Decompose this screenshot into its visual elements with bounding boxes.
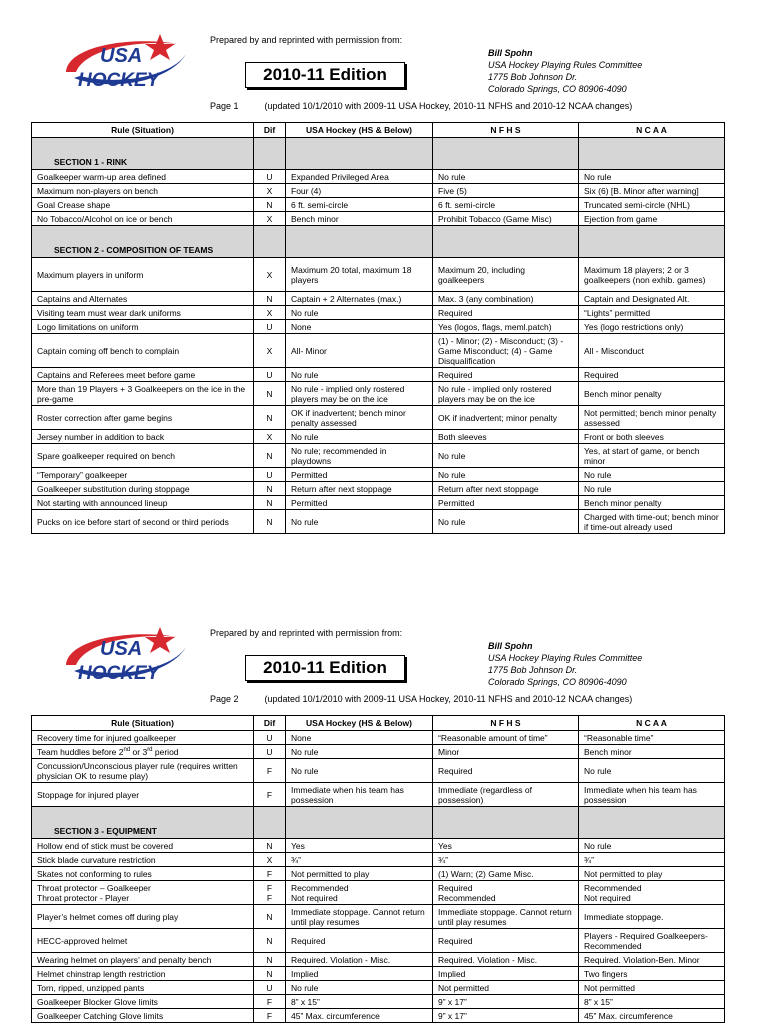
cell-usa: Immediate when his team has possession — [286, 783, 433, 807]
cell-usa: No rule — [286, 510, 433, 534]
section-empty-cell — [254, 138, 286, 170]
document-page-2 — [0, 593, 768, 1024]
cell-rule: Player’s helmet comes off during play — [32, 905, 254, 929]
cell-ncaa: Immediate stoppage. — [579, 905, 725, 929]
contact-street: 1775 Bob Johnson Dr. — [488, 665, 578, 675]
contact-city: Colorado Springs, CO 80906-4090 — [488, 84, 627, 94]
cell-ncaa: Bench minor penalty — [579, 496, 725, 510]
cell-nfhs: Immediate stoppage. Cannot return until play resumes — [433, 905, 579, 929]
logo-star — [145, 34, 175, 60]
table-header-row — [32, 716, 725, 731]
contact-org: USA Hockey Playing Rules Committee — [488, 60, 643, 70]
cell-nfhs: Minor — [433, 745, 579, 759]
cell-ncaa: No rule — [579, 170, 725, 184]
section-title: SECTION 2 - COMPOSITION OF TEAMS — [32, 226, 254, 258]
cell-usa: 8” x 15” — [286, 995, 433, 1009]
col-header-ncaa: N C A A — [579, 123, 725, 138]
page-line — [210, 694, 632, 704]
page-number: Page 1 — [210, 101, 239, 111]
cell-dif: U — [254, 170, 286, 184]
col-header-dif: Dif — [254, 123, 286, 138]
cell-dif: N — [254, 905, 286, 929]
cell-ncaa: Ejection from game — [579, 212, 725, 226]
cell-rule: Visiting team must wear dark uniforms — [32, 306, 254, 320]
cell-nfhs: Required — [433, 759, 579, 783]
cell-rule: Maximum players in uniform — [32, 258, 254, 292]
col-header-usa: USA Hockey (HS & Below) — [286, 123, 433, 138]
cell-dif: F — [254, 759, 286, 783]
table-row — [32, 929, 725, 953]
cell-nfhs: No rule — [433, 170, 579, 184]
usa-hockey-logo — [60, 625, 190, 687]
col-header-nfhs: N F H S — [433, 123, 579, 138]
cell-ncaa: Not permitted; bench minor penalty assessed — [579, 406, 725, 430]
section-title: SECTION 1 - RINK — [32, 138, 254, 170]
cell-nfhs: Yes — [433, 839, 579, 853]
table-row — [32, 320, 725, 334]
cell-usa: Yes — [286, 839, 433, 853]
cell-usa: Recommended Not required — [286, 881, 433, 905]
section-empty-cell — [254, 226, 286, 258]
cell-dif: X — [254, 184, 286, 198]
cell-usa: ¾” — [286, 853, 433, 867]
cell-nfhs: (1) - Minor; (2) - Misconduct; (3) - Game Misconduct; (4) - Game Disqualification — [433, 334, 579, 368]
table-row — [32, 967, 725, 981]
section-empty-cell — [433, 138, 579, 170]
cell-ncaa: “Reasonable time” — [579, 731, 725, 745]
cell-ncaa: Charged with time-out; bench minor if time-out already used — [579, 510, 725, 534]
contact-name: Bill Spohn — [488, 641, 533, 651]
table-row — [32, 745, 725, 759]
cell-ncaa: No rule — [579, 482, 725, 496]
section-header-row — [32, 807, 725, 839]
cell-dif: F F — [254, 881, 286, 905]
cell-ncaa: Six (6) [B. Minor after warning] — [579, 184, 725, 198]
cell-rule: Goalkeeper warm-up area defined — [32, 170, 254, 184]
cell-dif: N — [254, 406, 286, 430]
cell-rule: Logo limitations on uniform — [32, 320, 254, 334]
cell-nfhs: Both sleeves — [433, 430, 579, 444]
cell-nfhs: Five (5) — [433, 184, 579, 198]
cell-usa: No rule — [286, 759, 433, 783]
cell-dif: U — [254, 320, 286, 334]
section-header-row — [32, 226, 725, 258]
page-number: Page 2 — [210, 694, 239, 704]
prepared-by-note: Prepared by and reprinted with permission from: — [210, 628, 403, 638]
cell-ncaa: Front or both sleeves — [579, 430, 725, 444]
cell-dif: N — [254, 198, 286, 212]
cell-rule: Concussion/Unconscious player rule (requires written physician OK to resume play) — [32, 759, 254, 783]
section-empty-cell — [286, 138, 433, 170]
rules-table — [31, 122, 725, 534]
table-row — [32, 496, 725, 510]
col-header-ncaa: N C A A — [579, 716, 725, 731]
cell-dif: U — [254, 468, 286, 482]
table-row — [32, 406, 725, 430]
cell-rule: Spare goalkeeper required on bench — [32, 444, 254, 468]
cell-rule: Team huddles before 2nd or 3rd period — [32, 745, 254, 759]
cell-usa: No rule — [286, 306, 433, 320]
page-line — [210, 101, 632, 111]
cell-nfhs: 9” x 17” — [433, 995, 579, 1009]
table-row — [32, 783, 725, 807]
cell-rule: Torn, ripped, unzipped pants — [32, 981, 254, 995]
cell-rule: Pucks on ice before start of second or third periods — [32, 510, 254, 534]
cell-nfhs: No rule — [433, 444, 579, 468]
cell-usa: Four (4) — [286, 184, 433, 198]
cell-usa: None — [286, 731, 433, 745]
table-row — [32, 468, 725, 482]
section-empty-cell — [579, 807, 725, 839]
cell-dif: N — [254, 510, 286, 534]
contact-block — [488, 47, 642, 95]
col-header-usa: USA Hockey (HS & Below) — [286, 716, 433, 731]
cell-rule: Skates not conforming to rules — [32, 867, 254, 881]
cell-dif: N — [254, 482, 286, 496]
logo-star — [145, 627, 175, 653]
cell-usa: No rule - implied only rostered players may be on the ice — [286, 382, 433, 406]
col-header-dif: Dif — [254, 716, 286, 731]
edition-box: 2010-11 Edition — [245, 62, 405, 88]
table-row — [32, 839, 725, 853]
edition-box: 2010-11 Edition — [245, 655, 405, 681]
cell-ncaa: Captain and Designated Alt. — [579, 292, 725, 306]
cell-rule: Roster correction after game begins — [32, 406, 254, 430]
cell-nfhs: 6 ft. semi-circle — [433, 198, 579, 212]
cell-usa: No rule — [286, 368, 433, 382]
cell-rule: Captain coming off bench to complain — [32, 334, 254, 368]
cell-ncaa: Required — [579, 368, 725, 382]
cell-dif: N — [254, 444, 286, 468]
cell-dif: U — [254, 368, 286, 382]
contact-name: Bill Spohn — [488, 48, 533, 58]
cell-rule: Wearing helmet on players’ and penalty bench — [32, 953, 254, 967]
logo-text-hockey: HOCKEY — [78, 70, 160, 91]
cell-rule: Goalkeeper Blocker Glove limits — [32, 995, 254, 1009]
cell-usa: Implied — [286, 967, 433, 981]
cell-usa: 45” Max. circumference — [286, 1009, 433, 1023]
table-row — [32, 258, 725, 292]
table-row — [32, 306, 725, 320]
table-row — [32, 198, 725, 212]
cell-ncaa: Two fingers — [579, 967, 725, 981]
cell-nfhs: No rule — [433, 510, 579, 534]
cell-nfhs: Implied — [433, 967, 579, 981]
cell-rule: Helmet chinstrap length restriction — [32, 967, 254, 981]
cell-dif: X — [254, 853, 286, 867]
prepared-by-note: Prepared by and reprinted with permission from: — [210, 35, 403, 45]
cell-ncaa: Not permitted — [579, 981, 725, 995]
cell-nfhs: Max. 3 (any combination) — [433, 292, 579, 306]
cell-usa: Permitted — [286, 468, 433, 482]
table-row — [32, 853, 725, 867]
cell-nfhs: (1) Warn; (2) Game Misc. — [433, 867, 579, 881]
updated-note: (updated 10/1/2010 with 2009-11 USA Hockey, 2010-11 NFHS and 2010-12 NCAA changes) — [264, 694, 633, 704]
table-row — [32, 292, 725, 306]
cell-rule: Throat protector – Goalkeeper Throat protector - Player — [32, 881, 254, 905]
table-row — [32, 981, 725, 995]
cell-nfhs: “Reasonable amount of time” — [433, 731, 579, 745]
cell-rule: Not starting with announced lineup — [32, 496, 254, 510]
cell-usa: Required. Violation - Misc. — [286, 953, 433, 967]
cell-ncaa: Yes, at start of game, or bench minor — [579, 444, 725, 468]
cell-nfhs: Permitted — [433, 496, 579, 510]
table-row — [32, 482, 725, 496]
cell-usa: No rule — [286, 430, 433, 444]
cell-rule: Captains and Alternates — [32, 292, 254, 306]
cell-dif: X — [254, 258, 286, 292]
cell-ncaa: Not permitted to play — [579, 867, 725, 881]
cell-rule: HECC-approved helmet — [32, 929, 254, 953]
table-row — [32, 430, 725, 444]
cell-ncaa: Maximum 18 players; 2 or 3 goalkeepers (non exhib. games) — [579, 258, 725, 292]
cell-usa: 6 ft. semi-circle — [286, 198, 433, 212]
cell-dif: F — [254, 1009, 286, 1023]
cell-ncaa: Recommended Not required — [579, 881, 725, 905]
section-empty-cell — [286, 226, 433, 258]
cell-usa: No rule — [286, 981, 433, 995]
table-row — [32, 368, 725, 382]
col-header-nfhs: N F H S — [433, 716, 579, 731]
section-empty-cell — [433, 807, 579, 839]
logo-text-hockey: HOCKEY — [78, 663, 160, 684]
cell-ncaa: 8” x 15” — [579, 995, 725, 1009]
cell-nfhs: No rule — [433, 468, 579, 482]
cell-dif: N — [254, 382, 286, 406]
contact-org: USA Hockey Playing Rules Committee — [488, 653, 643, 663]
table-row — [32, 905, 725, 929]
cell-dif: N — [254, 839, 286, 853]
table-row — [32, 184, 725, 198]
section-empty-cell — [254, 807, 286, 839]
cell-dif: F — [254, 867, 286, 881]
cell-usa: Immediate stoppage. Cannot return until play resumes — [286, 905, 433, 929]
logo-text-usa: USA — [100, 638, 143, 660]
cell-rule: Goal Crease shape — [32, 198, 254, 212]
cell-usa: Bench minor — [286, 212, 433, 226]
cell-rule: Hollow end of stick must be covered — [32, 839, 254, 853]
section-header-row — [32, 138, 725, 170]
cell-nfhs: Required — [433, 306, 579, 320]
cell-nfhs: Required Recommended — [433, 881, 579, 905]
cell-rule: Maximum non-players on bench — [32, 184, 254, 198]
contact-block — [488, 640, 642, 688]
cell-usa: Captain + 2 Alternates (max.) — [286, 292, 433, 306]
cell-rule: “Temporary” goalkeeper — [32, 468, 254, 482]
cell-rule: Captains and Referees meet before game — [32, 368, 254, 382]
table-row — [32, 731, 725, 745]
table-header-row — [32, 123, 725, 138]
cell-usa: OK if inadvertent; bench minor penalty assessed — [286, 406, 433, 430]
cell-ncaa: 45” Max. circumference — [579, 1009, 725, 1023]
table-row — [32, 212, 725, 226]
rules-table — [31, 715, 725, 1023]
table-row — [32, 953, 725, 967]
cell-dif: U — [254, 981, 286, 995]
section-empty-cell — [579, 226, 725, 258]
table-row — [32, 1009, 725, 1023]
cell-nfhs: OK if inadvertent; minor penalty — [433, 406, 579, 430]
cell-usa: None — [286, 320, 433, 334]
cell-nfhs: Required — [433, 368, 579, 382]
table-row — [32, 867, 725, 881]
cell-ncaa: Players - Required Goalkeepers- Recommended — [579, 929, 725, 953]
cell-ncaa: Immediate when his team has possession — [579, 783, 725, 807]
cell-rule: Jersey number in addition to back — [32, 430, 254, 444]
cell-rule: Goalkeeper substitution during stoppage — [32, 482, 254, 496]
cell-ncaa: All - Misconduct — [579, 334, 725, 368]
table-row — [32, 881, 725, 905]
updated-note: (updated 10/1/2010 with 2009-11 USA Hockey, 2010-11 NFHS and 2010-12 NCAA changes) — [264, 101, 633, 111]
cell-dif: F — [254, 995, 286, 1009]
usa-hockey-logo — [60, 32, 190, 94]
table-row — [32, 759, 725, 783]
cell-dif: N — [254, 929, 286, 953]
cell-rule: More than 19 Players + 3 Goalkeepers on the ice in the pre-game — [32, 382, 254, 406]
cell-rule: Recovery time for injured goalkeeper — [32, 731, 254, 745]
cell-rule: Stoppage for injured player — [32, 783, 254, 807]
cell-ncaa: No rule — [579, 839, 725, 853]
cell-dif: X — [254, 212, 286, 226]
cell-usa: Expanded Privileged Area — [286, 170, 433, 184]
cell-rule: Stick blade curvature restriction — [32, 853, 254, 867]
cell-nfhs: Not permitted — [433, 981, 579, 995]
cell-ncaa: Bench minor — [579, 745, 725, 759]
contact-street: 1775 Bob Johnson Dr. — [488, 72, 578, 82]
cell-nfhs: 9” x 17” — [433, 1009, 579, 1023]
cell-dif: F — [254, 783, 286, 807]
col-header-rule: Rule (Situation) — [32, 123, 254, 138]
cell-usa: Maximum 20 total, maximum 18 players — [286, 258, 433, 292]
cell-dif: N — [254, 953, 286, 967]
cell-usa: Permitted — [286, 496, 433, 510]
cell-nfhs: Maximum 20, including goalkeepers — [433, 258, 579, 292]
cell-dif: N — [254, 967, 286, 981]
cell-nfhs: Return after next stoppage — [433, 482, 579, 496]
table-row — [32, 382, 725, 406]
cell-usa: Not permitted to play — [286, 867, 433, 881]
cell-dif: X — [254, 430, 286, 444]
cell-nfhs: No rule - implied only rostered players may be on the ice — [433, 382, 579, 406]
cell-dif: N — [254, 496, 286, 510]
table-row — [32, 444, 725, 468]
cell-nfhs: Required — [433, 929, 579, 953]
cell-ncaa: Truncated semi-circle (NHL) — [579, 198, 725, 212]
cell-dif: X — [254, 306, 286, 320]
cell-dif: X — [254, 334, 286, 368]
section-empty-cell — [579, 138, 725, 170]
cell-usa: No rule; recommended in playdowns — [286, 444, 433, 468]
cell-nfhs: Required. Violation - Misc. — [433, 953, 579, 967]
cell-nfhs: Yes (logos, flags, meml.patch) — [433, 320, 579, 334]
cell-usa: No rule — [286, 745, 433, 759]
cell-dif: U — [254, 745, 286, 759]
cell-ncaa: No rule — [579, 468, 725, 482]
cell-nfhs: Immediate (regardless of possession) — [433, 783, 579, 807]
section-title: SECTION 3 - EQUIPMENT — [32, 807, 254, 839]
cell-ncaa: “Lights” permitted — [579, 306, 725, 320]
contact-city: Colorado Springs, CO 80906-4090 — [488, 677, 627, 687]
cell-ncaa: ¾” — [579, 853, 725, 867]
cell-dif: U — [254, 731, 286, 745]
cell-rule: No Tobacco/Alcohol on ice or bench — [32, 212, 254, 226]
cell-ncaa: Required. Violation-Ben. Minor — [579, 953, 725, 967]
cell-ncaa: Yes (logo restrictions only) — [579, 320, 725, 334]
cell-usa: All- Minor — [286, 334, 433, 368]
section-empty-cell — [286, 807, 433, 839]
table-row — [32, 995, 725, 1009]
table-row — [32, 510, 725, 534]
cell-ncaa: Bench minor penalty — [579, 382, 725, 406]
cell-usa: Required — [286, 929, 433, 953]
section-empty-cell — [433, 226, 579, 258]
cell-nfhs: Prohibit Tobacco (Game Misc) — [433, 212, 579, 226]
table-row — [32, 170, 725, 184]
cell-usa: Return after next stoppage — [286, 482, 433, 496]
cell-ncaa: No rule — [579, 759, 725, 783]
table-row — [32, 334, 725, 368]
col-header-rule: Rule (Situation) — [32, 716, 254, 731]
cell-dif: N — [254, 292, 286, 306]
cell-rule: Goalkeeper Catching Glove limits — [32, 1009, 254, 1023]
logo-text-usa: USA — [100, 45, 143, 67]
cell-nfhs: ¾” — [433, 853, 579, 867]
